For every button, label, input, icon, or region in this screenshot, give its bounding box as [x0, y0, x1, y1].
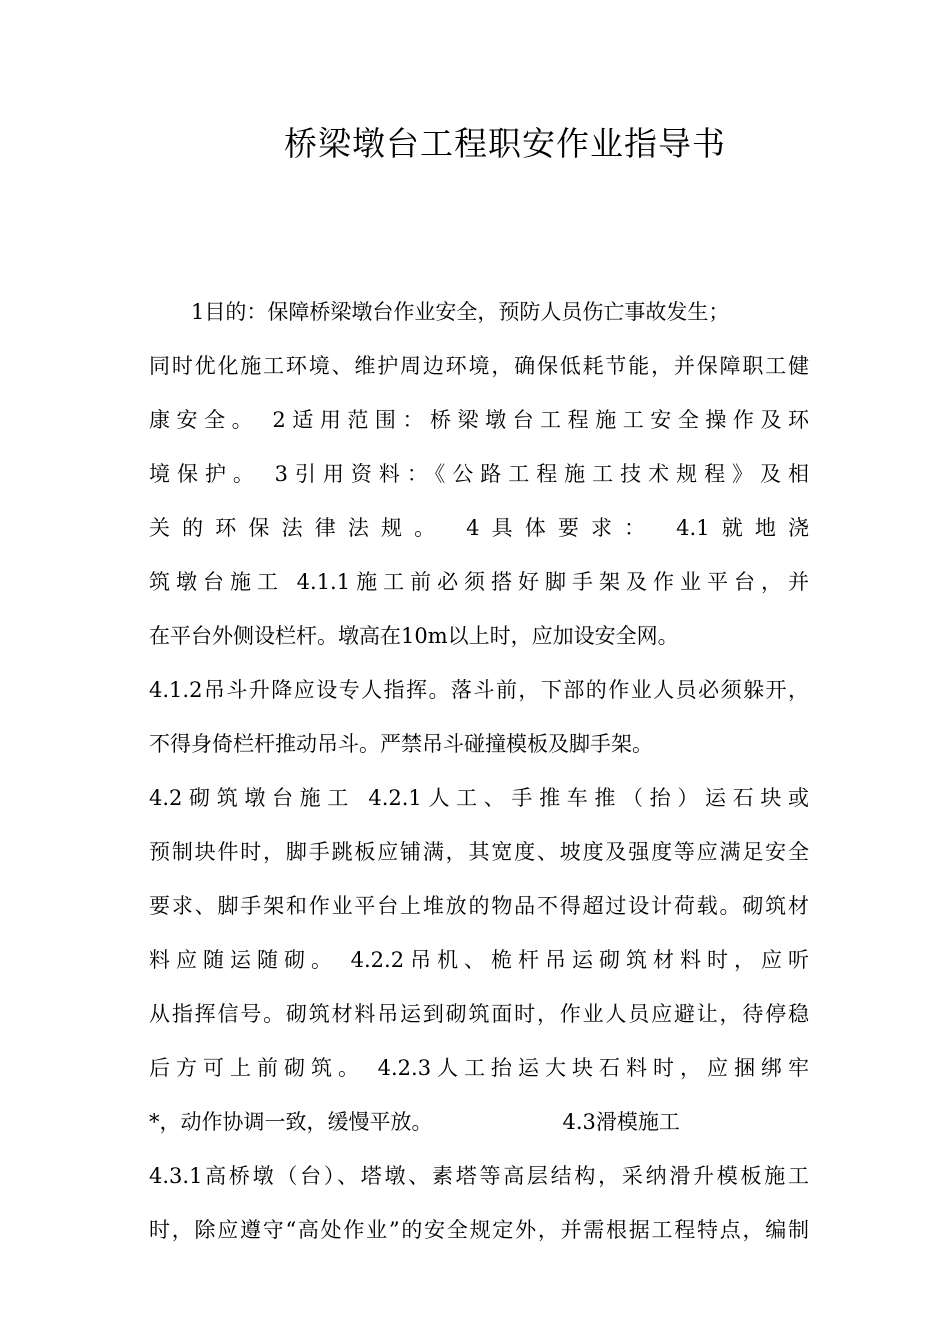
- paragraph-line: [149, 1203, 809, 1257]
- text-segment: 筑墩台施工: [149, 570, 284, 594]
- text-segment: 同时优化施工环境、维护周边环境，确保低耗节能，并保障职工健: [149, 354, 809, 378]
- document-body: [149, 285, 809, 1257]
- text-segment: *，动作协调一致，缓慢平放。: [149, 1110, 433, 1134]
- text-segment: 4.2砌筑墩台施工: [149, 786, 356, 810]
- text-segment: 要求、脚手架和作业平台上堆放的物品不得超过设计荷载。砌筑材: [149, 894, 809, 918]
- text-segment: 3引用资料：《公路工程施工技术规程》及相: [274, 462, 809, 486]
- paragraph-line: [149, 609, 809, 663]
- text-segment: 4.2.1人工、手推车推（抬）运石块或: [368, 786, 809, 810]
- text-segment: 关的环保法律法规。: [149, 516, 448, 540]
- paragraph-line: [149, 717, 809, 771]
- paragraph-line: [149, 501, 809, 555]
- text-segment: 4.2.3人工抬运大块石料时，应捆绑牢: [377, 1056, 809, 1080]
- text-segment: 境保护。: [149, 462, 261, 486]
- text-segment: 2适用范围：桥梁墩台工程施工安全操作及环: [272, 408, 809, 432]
- paragraph-line: [149, 933, 809, 987]
- text-segment: 不得身倚栏杆推动吊斗。严禁吊斗碰撞模板及脚手架。: [149, 732, 653, 756]
- paragraph-line: [149, 1095, 809, 1149]
- text-segment: 预制块件时，脚手跳板应铺满，其宽度、坡度及强度等应满足安全: [149, 840, 809, 864]
- text-segment: 4.1.2吊斗升降应设专人指挥。落斗前，下部的作业人员必须躲开，: [149, 678, 809, 702]
- text-segment: 料应随运随砌。: [149, 948, 338, 972]
- paragraph-line: [149, 663, 809, 717]
- text-segment: 时，除应遵守“高处作业”的安全规定外，并需根据工程特点，编制: [149, 1218, 809, 1242]
- paragraph-line: [149, 987, 809, 1041]
- paragraph-line: [149, 339, 809, 393]
- text-segment: 4.2.2吊机、桅杆吊运砌筑材料时，应听: [350, 948, 809, 972]
- text-segment: 4具体要求：: [466, 516, 658, 540]
- paragraph-line: [149, 555, 809, 609]
- text-segment: 4.1.1施工前必须搭好脚手架及作业平台，并: [296, 570, 809, 594]
- text-segment: 在平台外侧设栏杆。墩高在10m以上时，应加设安全网。: [149, 624, 679, 648]
- paragraph-line: [149, 825, 809, 879]
- text-segment: 4.1就地浇: [676, 516, 809, 540]
- text-segment: 1目的：保障桥梁墩台作业安全，预防人员伤亡事故发生；: [149, 300, 730, 324]
- text-segment: 康安全。: [149, 408, 260, 432]
- text-segment: 从指挥信号。砌筑材料吊运到砌筑面时，作业人员应避让，待停稳: [149, 1002, 809, 1026]
- text-segment: 4.3滑模施工: [562, 1110, 680, 1134]
- paragraph-line: [149, 285, 809, 339]
- paragraph-line: [149, 1041, 809, 1095]
- paragraph-line: [149, 393, 809, 447]
- paragraph-line: [149, 879, 809, 933]
- paragraph-line: [149, 771, 809, 825]
- document-title: 桥梁墩台工程职安作业指导书: [284, 124, 726, 163]
- text-segment: 后方可上前砌筑。: [149, 1056, 365, 1080]
- paragraph-line: [149, 1149, 809, 1203]
- text-segment: 4.3.1高桥墩（台）、塔墩、素塔等高层结构，采纳滑升模板施工: [149, 1164, 809, 1188]
- paragraph-line: [149, 447, 809, 501]
